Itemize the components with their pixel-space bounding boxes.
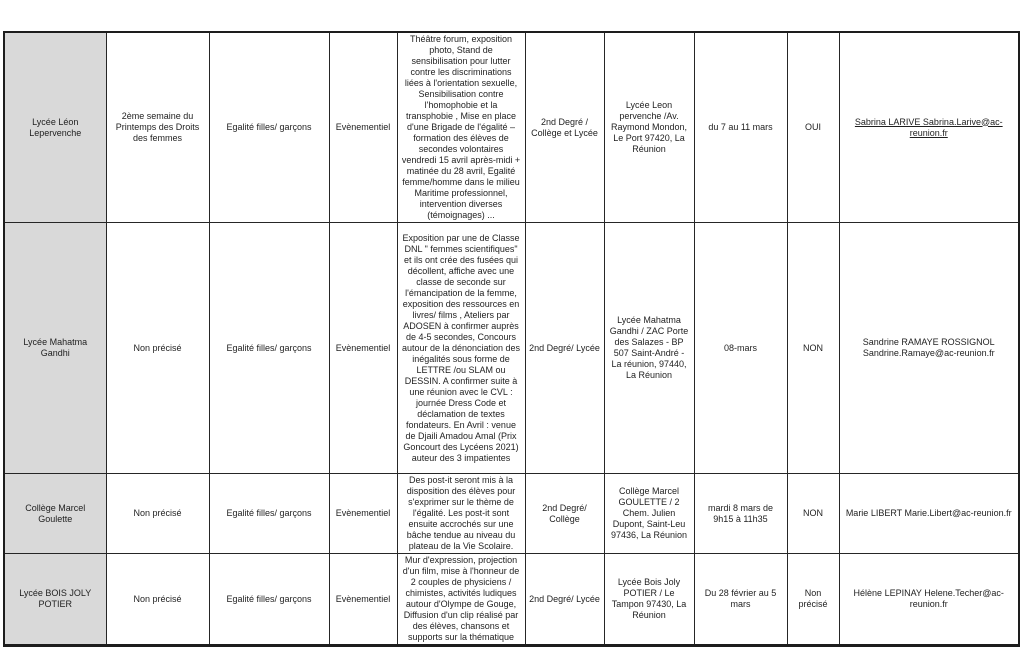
cell-contact: Hélène LEPINAY Helene.Techer@ac-reunion.fr xyxy=(839,554,1019,646)
table-row xyxy=(4,223,1019,474)
cell-description: Des post-it seront mis à la disposition des élèves pour s'exprimer sur le thème de l'égalité. Les post-it sont ensuite accrochés sur une bâche tendue au niveau du plateau de la Vie Scolaire. xyxy=(397,474,525,554)
cell-address: Collège Marcel GOULETTE / 2 Chem. Julien Dupont, Saint-Leu 97436, La Réunion xyxy=(604,474,694,554)
cell-date: mardi 8 mars de 9h15 à 11h35 xyxy=(694,474,787,554)
cell-school: Lycée BOIS JOLY POTIER xyxy=(4,554,106,646)
cell-address: Lycée Mahatma Gandhi / ZAC Porte des Salazes - BP 507 Saint-André - La réunion, 97440, La Réunion xyxy=(604,223,694,474)
cell-period: Non précisé xyxy=(106,474,209,554)
cell-degree: 2nd Degré / Collège et Lycée xyxy=(525,32,604,223)
cell-school: Collège Marcel Goulette xyxy=(4,474,106,554)
contact-email-link[interactable]: Sabrina LARIVE Sabrina.Larive@ac-reunion.fr xyxy=(854,116,1003,138)
table-row xyxy=(4,554,1019,646)
cell-address: Lycée Bois Joly POTIER / Le Tampon 97430, La Réunion xyxy=(604,554,694,646)
cell-period: Non précisé xyxy=(106,554,209,646)
cell-contact: Marie LIBERT Marie.Libert@ac-reunion.fr xyxy=(839,474,1019,554)
table-row xyxy=(4,32,1019,223)
cell-theme: Egalité filles/ garçons xyxy=(209,474,329,554)
cell-description: Exposition par une de Classe DNL " femmes scientifiques" et ils ont crée des fusées qui décollent, affiche avec une classe de seconde sur l'émancipation de la femme, exposition des ressources en livres/ films , Ateliers par ADOSEN à confirmer auprès de 4-5 secondes, Concours autour de la dénonciation des inégalités sous forme de LETTRE /ou SLAM ou DESSIN. A confirmer suite à une réunion avec le CVL : journée Dress Code et déclamation de textes fondateurs. En Avril : venue de Djaili Amadou Amal (Prix Goncourt des Lycéens 2021) auteur des 3 impatientes xyxy=(397,223,525,474)
cell-period: Non précisé xyxy=(106,223,209,474)
cell-theme: Egalité filles/ garçons xyxy=(209,223,329,474)
cell-answer: NON xyxy=(787,223,839,474)
table-row xyxy=(4,474,1019,554)
cell-type: Evènementiel xyxy=(329,554,397,646)
cell-answer: NON xyxy=(787,474,839,554)
cell-school: Lycée Léon Lepervenche xyxy=(4,32,106,223)
cell-type: Evènementiel xyxy=(329,32,397,223)
cell-school: Lycée Mahatma Gandhi xyxy=(4,223,106,474)
document-page xyxy=(3,31,1020,647)
cell-date: du 7 au 11 mars xyxy=(694,32,787,223)
cell-degree: 2nd Degré/ Lycée xyxy=(525,223,604,474)
cell-type: Evènementiel xyxy=(329,474,397,554)
cell-answer: OUI xyxy=(787,32,839,223)
cell-contact: Sandrine RAMAYE ROSSIGNOL Sandrine.Ramaye@ac-reunion.fr xyxy=(839,223,1019,474)
cell-date: 08-mars xyxy=(694,223,787,474)
cell-address: Lycée Leon pervenche /Av. Raymond Mondon, Le Port 97420, La Réunion xyxy=(604,32,694,223)
cell-type: Evènementiel xyxy=(329,223,397,474)
cell-description: Théâtre forum, exposition photo, Stand de sensibilisation pour lutter contre les discriminations liées à l'orientation sexuelle, Sensibilisation contre l'homophobie et la transphobie , Mise en place d'une Brigade de l'égalité –formation des élèves de secondes volontaires vendredi 15 avril après-midi + matinée du 28 avril, Egalité femme/homme dans le milieu Maritime professionnel, intervention diverses (témoignages) ... xyxy=(397,32,525,223)
events-table xyxy=(3,31,1020,647)
cell-period: 2ème semaine du Printemps des Droits des femmes xyxy=(106,32,209,223)
cell-degree: 2nd Degré/ Lycée xyxy=(525,554,604,646)
cell-description: Mur d'expression, projection d'un film, mise à l'honneur de 2 couples de physiciens / chimistes, activités ludiques autour d'Olympe de Gouge, Diffusion d'un clip réalisé par des élèves, chansons et supports sur la thématique xyxy=(397,554,525,646)
cell-theme: Egalité filles/ garçons xyxy=(209,32,329,223)
cell-date: Du 28 février au 5 mars xyxy=(694,554,787,646)
cell-degree: 2nd Degré/ Collège xyxy=(525,474,604,554)
cell-theme: Egalité filles/ garçons xyxy=(209,554,329,646)
cell-answer: Non précisé xyxy=(787,554,839,646)
